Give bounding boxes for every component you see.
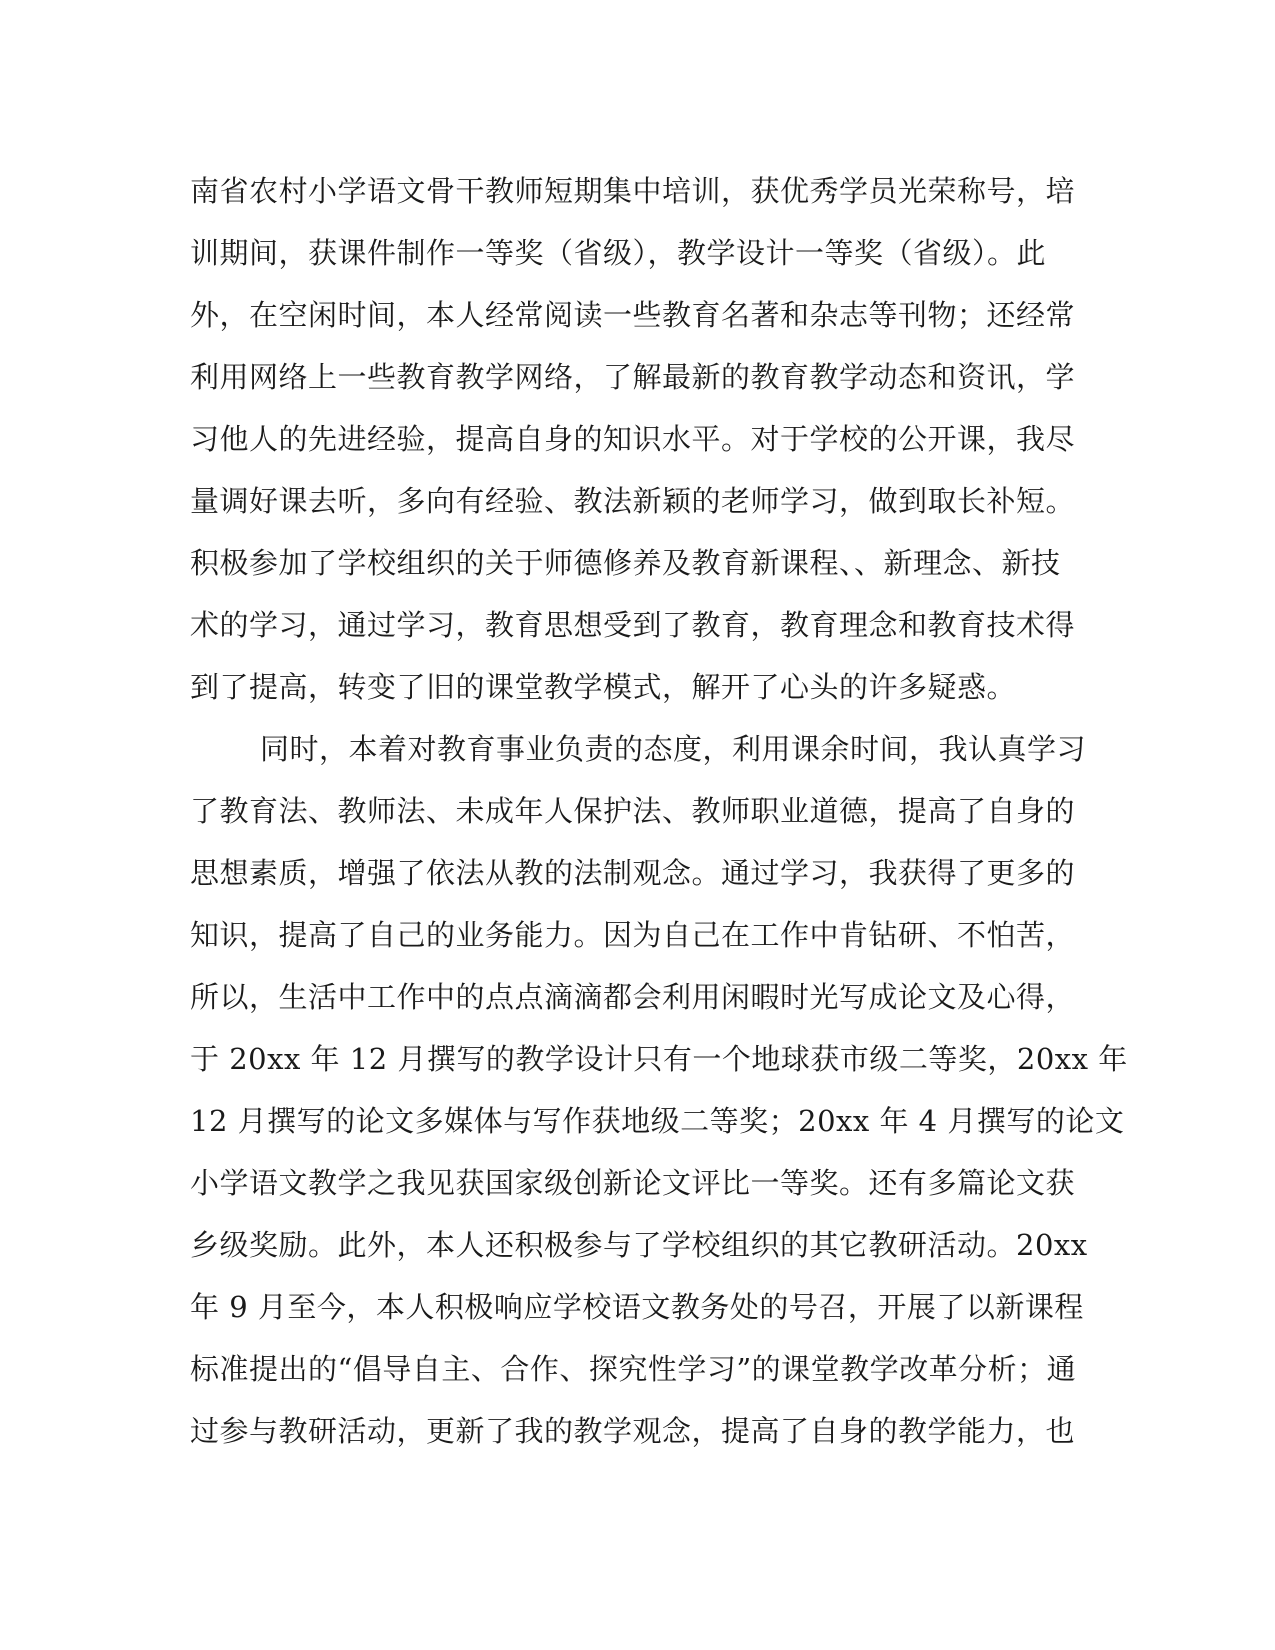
text-line-9: 到了提高，转变了旧的课堂教学模式，解开了心头的许多疑惑。: [190, 670, 1017, 704]
text-line-15: 于 20xx 年 12 月撰写的教学设计只有一个地球获市级二等奖，20xx 年: [190, 1042, 1128, 1076]
text-line-14: 所以，生活中工作中的点点滴滴都会利用闲暇时光写成论文及心得，: [190, 980, 1076, 1014]
text-line-21: 过参与教研活动，更新了我的教学观念，提高了自身的教学能力，也: [190, 1414, 1076, 1448]
text-line-3: 外，在空闲时间，本人经常阅读一些教育名著和杂志等刊物；还经常: [190, 298, 1076, 332]
text-line-12: 思想素质，增强了依法从教的法制观念。通过学习，我获得了更多的: [190, 856, 1076, 890]
text-line-19: 年 9 月至今，本人积极响应学校语文教务处的号召，开展了以新课程: [190, 1290, 1084, 1324]
text-line-17: 小学语文教学之我见获国家级创新论文评比一等奖。还有多篇论文获: [190, 1166, 1076, 1200]
text-line-6: 量调好课去听，多向有经验、教法新颖的老师学习，做到取长补短。: [190, 484, 1076, 518]
text-line-11: 了教育法、教师法、未成年人保护法、教师职业道德，提高了自身的: [190, 794, 1076, 828]
text-line-16: 12 月撰写的论文多媒体与写作获地级二等奖；20xx 年 4 月撰写的论文: [190, 1104, 1125, 1138]
document-body: [190, 160, 1128, 1462]
text-line-7: 积极参加了学校组织的关于师德修养及教育新课程、、新理念、新技: [190, 546, 1061, 580]
text-line-2: 训期间，获课件制作一等奖（省级），教学设计一等奖（省级）。此: [190, 236, 1047, 270]
text-line-18: 乡级奖励。此外，本人还积极参与了学校组织的其它教研活动。20xx: [190, 1228, 1088, 1262]
text-line-13: 知识，提高了自己的业务能力。因为自己在工作中肯钻研、不怕苦，: [190, 918, 1076, 952]
text-line-1: 南省农村小学语文骨干教师短期集中培训，获优秀学员光荣称号，培: [190, 174, 1076, 208]
text-line-8: 术的学习，通过学习，教育思想受到了教育，教育理念和教育技术得: [190, 608, 1076, 642]
text-line-5: 习他人的先进经验，提高自身的知识水平。对于学校的公开课，我尽: [190, 422, 1076, 456]
text-line-20: 标准提出的“倡导自主、合作、探究性学习”的课堂教学改革分析；通: [190, 1352, 1077, 1386]
paragraph-start-line: 同时，本着对教育事业负责的态度，利用课余时间，我认真学习: [260, 732, 1087, 766]
text-line-4: 利用网络上一些教育教学网络，了解最新的教育教学动态和资讯，学: [190, 360, 1076, 394]
